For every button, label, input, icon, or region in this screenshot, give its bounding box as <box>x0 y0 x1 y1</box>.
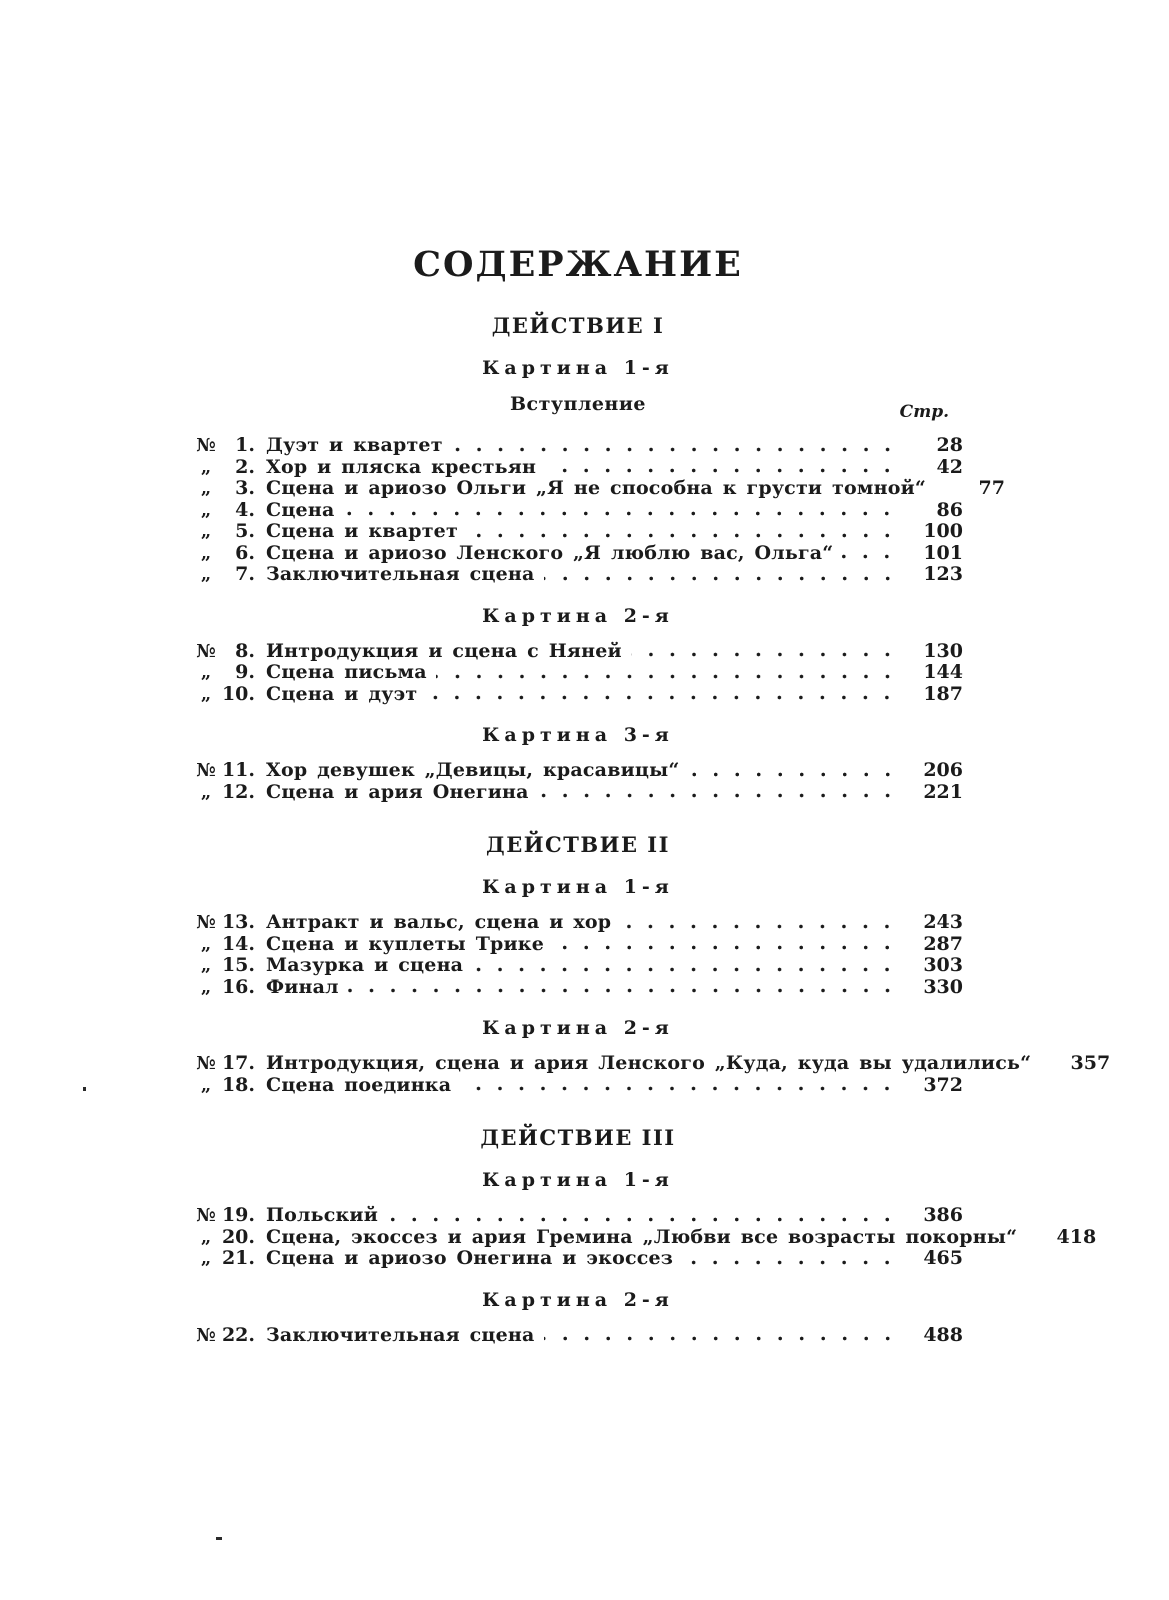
row-page-number: 28 <box>936 434 963 456</box>
toc-row <box>193 1052 1111 1075</box>
toc-row <box>193 934 963 956</box>
row-title: Финал <box>266 975 339 998</box>
row-page-number: 330 <box>923 975 963 998</box>
dot-leader <box>348 988 901 995</box>
row-marker: „ <box>200 662 212 683</box>
row-page-number: 386 <box>923 1204 963 1226</box>
row-title: Сцена, экоссез и ария Гремина „Любви все возрасты покорны“ <box>266 1225 1018 1248</box>
row-page-number: 287 <box>923 932 963 955</box>
row-marker: „ <box>200 564 212 585</box>
dot-leader <box>452 447 901 454</box>
dot-leader <box>1040 1065 1048 1072</box>
row-title: Сцена и ариозо Ольги „Я не способна к грусти томной“ <box>266 477 926 499</box>
row-marker: № <box>196 1205 216 1226</box>
row-page-number: 86 <box>936 498 963 521</box>
toc-row <box>193 912 963 934</box>
row-page-number: 144 <box>923 661 963 683</box>
row-title: Сцена и ариозо Ленского „Я люблю вас, Ольга“ <box>266 541 834 564</box>
row-title: Польский <box>266 1204 378 1226</box>
dot-leader <box>620 924 901 931</box>
toc-rows <box>193 1325 963 1347</box>
page-column-header: Стр. <box>899 402 949 422</box>
row-number: 4. <box>235 498 255 521</box>
row-number: 14. <box>221 932 255 955</box>
row-number: 11. <box>221 759 255 781</box>
row-page-number: 357 <box>1070 1052 1111 1074</box>
dot-leader <box>544 1336 901 1343</box>
row-number: 19. <box>221 1204 255 1226</box>
scene-subheading: Вступление <box>509 393 647 415</box>
dot-leader <box>343 511 901 518</box>
dot-leader <box>682 1260 901 1267</box>
row-marker: № <box>196 640 216 662</box>
document-page <box>193 0 1111 1346</box>
row-number: 2. <box>235 455 255 478</box>
row-title: Сцена и квартет <box>266 520 458 542</box>
row-title: Хор девушек „Девицы, красавицы“ <box>266 759 680 781</box>
toc-row <box>193 1205 963 1227</box>
row-marker: № <box>196 435 216 456</box>
row-number: 16. <box>221 975 255 998</box>
dot-leader <box>544 576 901 583</box>
row-number: 20. <box>221 1225 255 1248</box>
toc-row <box>193 1225 1097 1249</box>
toc-row <box>193 543 963 565</box>
row-number: 22. <box>221 1323 255 1346</box>
row-number: 1. <box>235 434 255 456</box>
toc <box>193 313 1111 1346</box>
row-marker: № <box>196 1324 216 1346</box>
row-title: Интродукция, сцена и ария Ленского „Куда, куда вы удалились“ <box>266 1052 1032 1074</box>
toc-row <box>193 564 963 586</box>
toc-rows <box>193 760 963 803</box>
row-page-number: 372 <box>923 1073 963 1096</box>
act-heading: ДЕЙСТВИЕ II <box>486 832 670 857</box>
row-title: Заключительная сцена <box>266 563 535 585</box>
row-title: Сцена и ария Онегина <box>266 780 529 803</box>
toc-row <box>193 1075 963 1097</box>
row-marker: „ <box>200 955 212 976</box>
toc-rows <box>193 641 963 706</box>
dot-leader <box>842 554 901 561</box>
dot-leader <box>472 967 901 974</box>
row-title: Заключительная сцена <box>266 1323 535 1346</box>
row-number: 15. <box>221 954 255 976</box>
row-number: 18. <box>221 1073 255 1096</box>
row-title: Сцена поединка <box>266 1073 452 1096</box>
row-page-number: 488 <box>923 1323 963 1346</box>
dot-leader <box>631 652 901 659</box>
toc-row <box>193 1325 963 1347</box>
row-marker: „ <box>200 1074 212 1096</box>
act-heading: ДЕЙСТВИЕ III <box>480 1125 676 1150</box>
toc-row <box>193 955 963 977</box>
row-number: 9. <box>235 661 255 683</box>
row-marker: „ <box>200 781 212 803</box>
scene-heading: Картина 1-я <box>482 1169 674 1191</box>
scene-heading: Картина 2-я <box>482 1017 674 1039</box>
row-marker: „ <box>200 683 212 705</box>
row-number: 6. <box>235 541 255 564</box>
row-marker: „ <box>200 1226 212 1248</box>
toc-row <box>193 782 963 804</box>
toc-row <box>193 477 1005 500</box>
toc-row <box>193 684 963 706</box>
row-title: Сцена <box>266 498 335 521</box>
toc-rows <box>193 1204 1097 1270</box>
row-marker: № <box>196 1053 216 1074</box>
toc-rows <box>193 912 963 998</box>
row-title: Сцена письма <box>266 661 427 683</box>
scene-heading: Картина 3-я <box>482 724 674 746</box>
row-title: Мазурка и сцена <box>266 954 464 976</box>
toc-row <box>193 435 963 457</box>
row-number: 3. <box>235 477 255 499</box>
row-title: Интродукция и сцена с Няней <box>266 639 622 662</box>
row-marker: „ <box>200 478 212 499</box>
scene-heading: Картина 1-я <box>482 876 674 898</box>
row-number: 13. <box>221 911 255 933</box>
row-marker: „ <box>200 456 212 478</box>
page-title: СОДЕРЖАНИЕ <box>413 244 743 285</box>
dot-leader <box>935 490 943 497</box>
row-number: 5. <box>235 520 255 542</box>
dot-leader <box>387 1217 901 1224</box>
dot-leader <box>553 945 901 952</box>
row-page-number: 243 <box>923 911 963 933</box>
dot-leader <box>545 468 901 475</box>
row-page-number: 187 <box>923 682 963 705</box>
row-page-number: 77 <box>978 477 1005 499</box>
toc-row <box>193 760 963 782</box>
dot-leader <box>538 793 901 800</box>
scan-speck <box>83 1087 86 1091</box>
row-marker: „ <box>200 499 212 521</box>
row-title: Сцена и ариозо Онегина и экоссез <box>266 1247 674 1269</box>
scan-speck <box>216 1537 222 1540</box>
dot-leader <box>460 1086 901 1093</box>
act-heading: ДЕЙСТВИЕ I <box>491 313 665 338</box>
row-page-number: 206 <box>923 759 963 781</box>
row-page-number: 101 <box>923 541 963 564</box>
row-number: 21. <box>221 1247 255 1269</box>
toc-row <box>193 641 963 663</box>
row-page-number: 42 <box>936 455 963 478</box>
row-page-number: 221 <box>923 780 963 803</box>
row-title: Сцена и дуэт <box>266 682 418 705</box>
dot-leader <box>467 533 901 540</box>
row-page-number: 100 <box>923 520 963 542</box>
row-marker: „ <box>200 933 212 955</box>
row-page-number: 123 <box>923 563 963 585</box>
row-page-number: 303 <box>923 954 963 976</box>
scene-heading: Картина 1-я <box>482 357 674 379</box>
row-number: 8. <box>235 639 255 662</box>
row-title: Дуэт и квартет <box>266 434 443 456</box>
row-marker: „ <box>200 542 212 564</box>
row-marker: „ <box>200 521 212 542</box>
row-number: 10. <box>221 682 255 705</box>
dot-leader <box>436 674 901 681</box>
toc-row <box>193 662 963 684</box>
dot-leader <box>1026 1238 1034 1245</box>
toc-rows <box>193 1052 1111 1096</box>
toc-row <box>193 500 963 522</box>
row-page-number: 465 <box>923 1247 963 1269</box>
row-title: Хор и пляска крестьян <box>266 455 537 478</box>
toc-row <box>193 1248 963 1270</box>
row-title: Сцена и куплеты Трике <box>266 932 545 955</box>
toc-row <box>193 457 963 479</box>
row-number: 12. <box>221 780 255 803</box>
row-title: Антракт и вальс, сцена и хор <box>266 911 612 933</box>
row-marker: „ <box>200 1248 212 1269</box>
row-number: 7. <box>235 563 255 585</box>
row-marker: „ <box>200 976 212 998</box>
scene-heading: Картина 2-я <box>482 604 674 627</box>
dot-leader <box>689 772 902 779</box>
row-marker: № <box>196 912 216 933</box>
row-number: 17. <box>221 1052 255 1074</box>
row-page-number: 418 <box>1056 1225 1097 1248</box>
scene-heading: Картина 2-я <box>482 1288 674 1311</box>
toc-rows <box>193 434 1005 586</box>
row-marker: № <box>196 760 216 781</box>
toc-row <box>193 521 963 543</box>
dot-leader <box>426 695 901 702</box>
row-page-number: 130 <box>923 639 963 662</box>
toc-row <box>193 977 963 999</box>
